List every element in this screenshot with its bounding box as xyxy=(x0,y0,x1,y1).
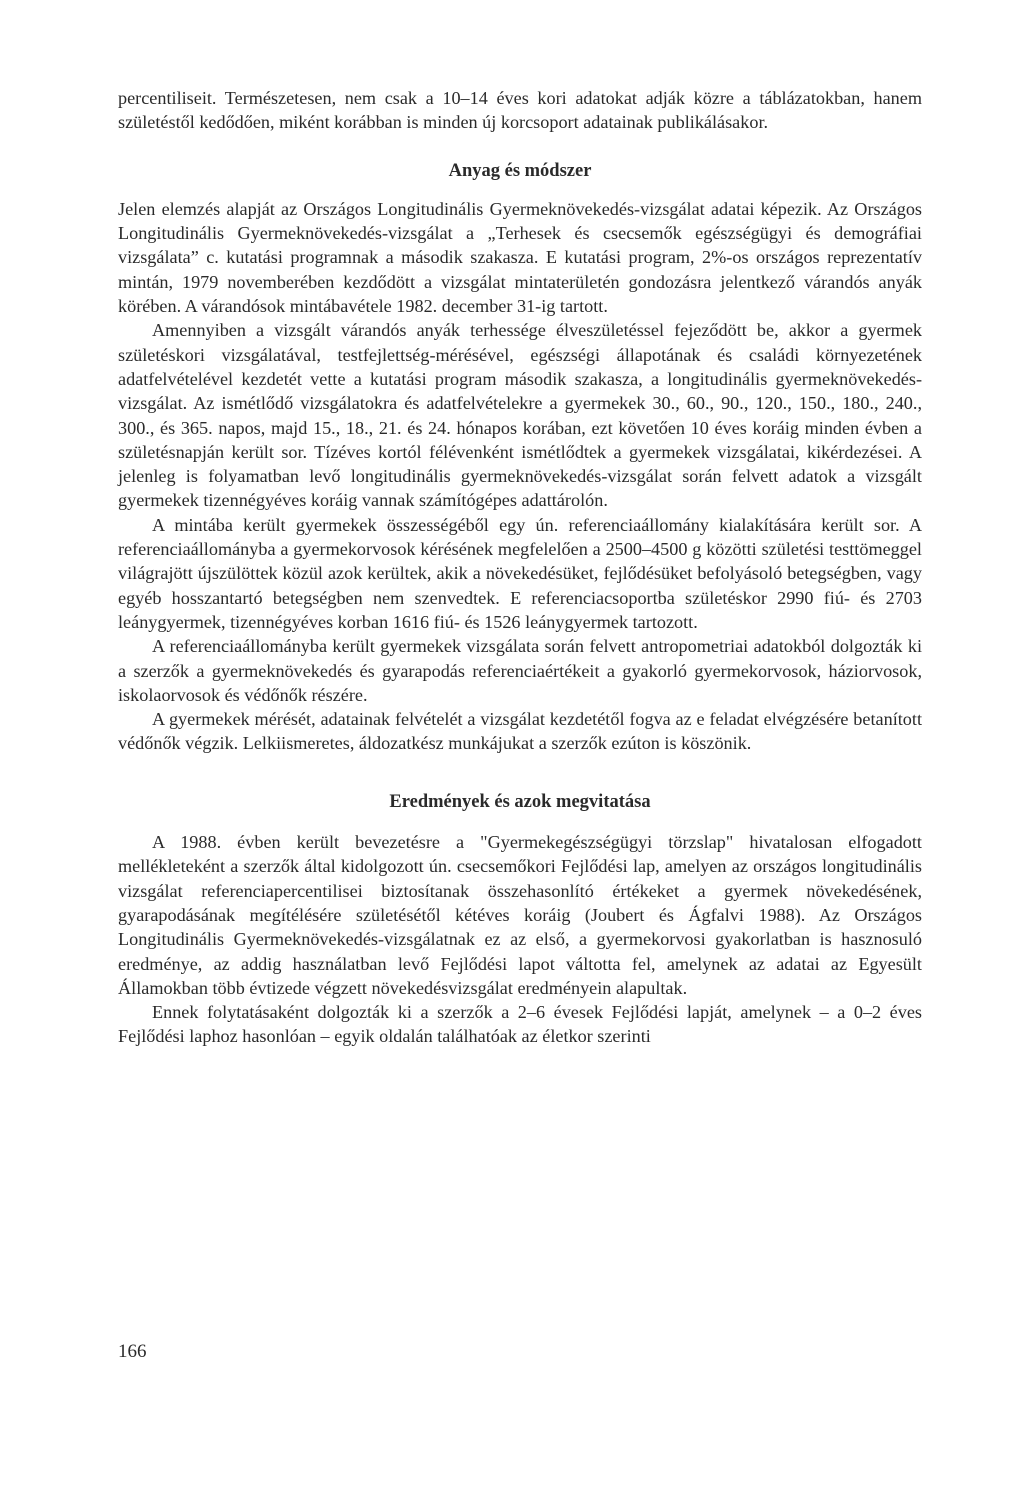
paragraph: A mintába került gyermekek összességéből egy ún. referenciaállomány kialakítására került sor. A referenciaállományba a gyermekorvosok kérésének megfelelően a 2500–4500 g közötti születési testtömeggel világrajött újszülöttek közül azok kerültek, akik a növekedésüket, fejlődésüket befolyásoló betegségben, vagy egyéb hosszantartó betegségben nem szenvedtek. E referenciacsoportba születéskor 2990 fiú- és 2703 leánygyermek, tizennégyéves korban 1616 fiú- és 1526 leánygyermek tartozott. xyxy=(118,514,922,632)
paragraph: A referenciaállományba került gyermekek vizsgálata során felvett antropometriai adatokból dolgozták ki a szerzők a gyermeknövekedés és gyarapodás referenciaértékeit a gyakorló gyermekorvosok, háziorvosok, iskolaorvosok és védőnők részére. xyxy=(118,636,922,705)
page-number: 166 xyxy=(118,1341,147,1362)
page-body xyxy=(118,86,922,1049)
paragraph: Ennek folytatásaként dolgozták ki a szerzők a 2–6 évesek Fejlődési lapját, amelynek – a 0–2 éves Fejlődési laphoz hasonlóan – egyik oldalán találhatóak az életkor szerinti xyxy=(118,1002,922,1047)
paragraph: Jelen elemzés alapját az Országos Longitudinális Gyermeknövekedés-vizsgálat adatai képezik. Az Országos Longitudinális Gyermeknövekedés-vizsgálat a „Terhesek és csecsemők egészségügyi és demográfiai vizsgálata” c. kutatási programnak a második szakasza. E kutatási program, 2%-os országos reprezentatív mintán, 1979 novemberében kezdődött a vizsgálat mintaterületén gondozásra jelentkező várandós anyák körében. A várandósok mintábavétele 1982. december 31-ig tartott. xyxy=(118,198,922,317)
paragraph: A 1988. évben került bevezetésre a "Gyermekegészségügyi törzslap" hivatalosan elfogadott mellékleteként a szerzők által kidolgozott ún. csecsemőkori Fejlődési lap, amelyen az országos longitudinális vizsgálat referenciapercentilisei biztosítanak összehasonlító értékeket a gyermek növekedésének, gyarapodásának megítélésére születésétől kétéves koráig (Joubert és Ágfalvi 1988). Az Országos Longitudinális Gyermeknövekedés-vizsgálatnak ez az első, a gyermekorvosi gyakorlatban is hasznosuló eredménye, az addig használatban levő Fejlődési lapot váltotta fel, amelynek az adatai az Egyesült Államokban több évtizede végzett növekedésvizsgálat eredményein alapultak. xyxy=(118,832,922,998)
intro-paragraph: percentiliseit. Természetesen, nem csak a 10–14 éves kori adatokat adják közre a táblázatokban, hanem születéstől kedődően, miként korábban is minden új korcsoport adatainak publikálásakor. xyxy=(118,88,922,133)
section-heading-eredmenyek: Eredmények és azok megvitatása xyxy=(389,791,651,812)
paragraph: Amennyiben a vizsgált várandós anyák terhessége élveszületéssel fejeződött be, akkor a gyermek születéskori vizsgálatával, testfejlettség-mérésével, egészségi állapotának és családi környezetének adatfelvételével kezdetét vette a kutatási program második szakasza, a longitudinális gyermeknövekedés-vizsgálat. Az ismétlődő vizsgálatokra és adatfelvételekre a gyermekek 30., 60., 90., 120., 150., 180., 240., 300., és 365. napos, majd 15., 18., 21. és 24. hónapos korában, ezt követően 10 éves koráig minden évben a születésnapján került sor. Tízéves kortól félévenként ismétlődtek a gyermekek vizsgálatai, kikérdezései. A jelenleg is folyamatban levő longitudinális gyermeknövekedés-vizsgálat során felvett adatok a vizsgált gyermekek tizennégyéves koráig vannak számítógépes adattárolón. xyxy=(118,320,922,511)
paragraph: A gyermekek mérését, adatainak felvételét a vizsgálat kezdetétől fogva az e feladat elvégzésére betanított védőnők végzik. Lelkiismeretes, áldozatkész munkájukat a szerzők ezúton is köszönik. xyxy=(118,709,922,754)
section-heading-anyag-es-modszer: Anyag és módszer xyxy=(448,160,592,181)
